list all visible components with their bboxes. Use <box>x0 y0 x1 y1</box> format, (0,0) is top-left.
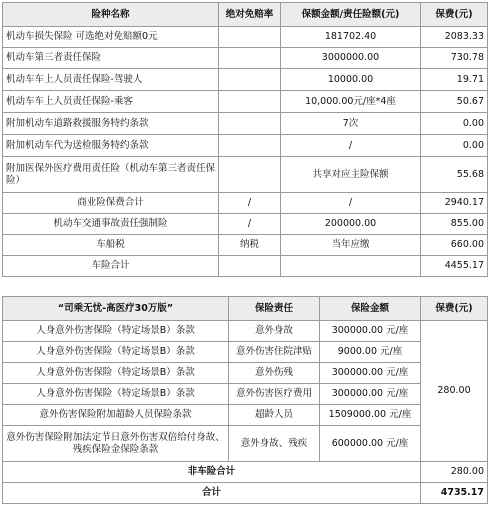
col-header-premium: 保费(元) <box>421 297 488 321</box>
liability: 意外伤害住院津贴 <box>229 342 320 363</box>
premium-value: 855.00 <box>421 214 488 235</box>
table-row <box>3 384 488 405</box>
table-row <box>3 214 488 235</box>
coverage-amount: / <box>281 135 421 157</box>
deductible-rate: / <box>219 193 281 214</box>
coverage-name: 机动车车上人员责任保险-驾驶人 <box>3 69 219 91</box>
premium-value: 2940.17 <box>421 193 488 214</box>
coverage-name: 机动车损失保险 可选绝对免赔额0元 <box>3 27 219 48</box>
table-header-row <box>3 3 488 27</box>
premium-value: 55.68 <box>421 157 488 193</box>
coverage-amount: 10000.00 <box>281 69 421 91</box>
deductible-rate <box>219 91 281 113</box>
clause-name: 人身意外伤害保险（特定场景B）条款 <box>3 321 229 342</box>
coverage-name: 附加医保外医疗费用责任险（机动车第三者责任保险） <box>3 157 219 193</box>
clause-name: 人身意外伤害保险（特定场景B）条款 <box>3 342 229 363</box>
table-header-row <box>3 297 488 321</box>
col-header-liability: 保险责任 <box>229 297 320 321</box>
deductible-rate: 纳税 <box>219 235 281 256</box>
table-row <box>3 405 488 426</box>
table-row <box>3 426 488 462</box>
deductible-rate <box>219 48 281 69</box>
premium-value: 0.00 <box>421 135 488 157</box>
liability: 意外伤残 <box>229 363 320 384</box>
table-row <box>3 113 488 135</box>
insured-amount: 300000.00 元/座 <box>320 321 421 342</box>
col-header-coverage: 险种名称 <box>3 3 219 27</box>
deductible-rate <box>219 256 281 277</box>
deductible-rate <box>219 157 281 193</box>
coverage-amount: 7次 <box>281 113 421 135</box>
col-header-amount: 保额金额/责任险额(元) <box>281 3 421 27</box>
premium-value: 50.67 <box>421 91 488 113</box>
coverage-name: 车船税 <box>3 235 219 256</box>
commercial-subtotal-label: 商业险保费合计 <box>3 193 219 214</box>
table-row <box>3 363 488 384</box>
table-row <box>3 69 488 91</box>
insured-amount: 300000.00 元/座 <box>320 363 421 384</box>
car-insurance-total-value: 4455.17 <box>421 256 488 277</box>
premium-value: 660.00 <box>421 235 488 256</box>
grand-total-row <box>3 483 488 504</box>
clause-name: 意外伤害保险附加超龄人员保险条款 <box>3 405 229 426</box>
deductible-rate <box>219 27 281 48</box>
insured-amount: 1509000.00 元/座 <box>320 405 421 426</box>
col-header-deductible: 绝对免赔率 <box>219 3 281 27</box>
grand-total-label: 合计 <box>3 483 421 504</box>
coverage-amount: 10,000.00元/座*4座 <box>281 91 421 113</box>
insured-amount: 300000.00 元/座 <box>320 384 421 405</box>
insured-amount: 600000.00 元/座 <box>320 426 421 462</box>
vehicle-insurance-table <box>2 2 488 277</box>
premium-value: 0.00 <box>421 113 488 135</box>
insured-amount: 9000.00 元/座 <box>320 342 421 363</box>
coverage-name: 机动车第三者责任保险 <box>3 48 219 69</box>
passenger-accident-insurance-table <box>2 296 488 504</box>
table-row <box>3 48 488 69</box>
table-row <box>3 256 488 277</box>
liability: 意外身故、残疾 <box>229 426 320 462</box>
liability: 意外伤害医疗费用 <box>229 384 320 405</box>
col-header-premium: 保费(元) <box>421 3 488 27</box>
coverage-name: 附加机动车道路救援服务特约条款 <box>3 113 219 135</box>
deductible-rate <box>219 69 281 91</box>
coverage-name: 附加机动车代为送检服务特约条款 <box>3 135 219 157</box>
table-row <box>3 342 488 363</box>
table-row <box>3 193 488 214</box>
table-row <box>3 91 488 113</box>
coverage-amount: 当年应缴 <box>281 235 421 256</box>
col-header-insured-amount: 保险金额 <box>320 297 421 321</box>
coverage-name: 机动车车上人员责任保险-乘客 <box>3 91 219 113</box>
premium-value: 730.78 <box>421 48 488 69</box>
merged-premium: 280.00 <box>421 321 488 462</box>
grand-total-value: 4735.17 <box>421 483 488 504</box>
table-row <box>3 27 488 48</box>
noncar-total-row <box>3 462 488 483</box>
table-row <box>3 321 488 342</box>
coverage-amount: / <box>281 193 421 214</box>
noncar-total-label: 非车险合计 <box>3 462 421 483</box>
coverage-amount: 200000.00 <box>281 214 421 235</box>
clause-name: 人身意外伤害保险（特定场景B）条款 <box>3 363 229 384</box>
liability: 意外身故 <box>229 321 320 342</box>
coverage-amount: 共享对应主险保额 <box>281 157 421 193</box>
coverage-name: 机动车交通事故责任强制险 <box>3 214 219 235</box>
clause-name: 意外伤害保险附加法定节日意外伤害双倍给付身故、残疾保险金保险条款 <box>3 426 229 462</box>
table-row <box>3 235 488 256</box>
coverage-amount: 181702.40 <box>281 27 421 48</box>
coverage-amount <box>281 256 421 277</box>
col-header-plan-name: “司乘无忧-高医疗30万版” <box>3 297 229 321</box>
deductible-rate: / <box>219 214 281 235</box>
coverage-amount: 3000000.00 <box>281 48 421 69</box>
noncar-total-value: 280.00 <box>421 462 488 483</box>
deductible-rate <box>219 135 281 157</box>
deductible-rate <box>219 113 281 135</box>
car-insurance-total-label: 车险合计 <box>3 256 219 277</box>
clause-name: 人身意外伤害保险（特定场景B）条款 <box>3 384 229 405</box>
premium-value: 2083.33 <box>421 27 488 48</box>
liability: 超龄人员 <box>229 405 320 426</box>
premium-value: 19.71 <box>421 69 488 91</box>
table-row <box>3 135 488 157</box>
table-row <box>3 157 488 193</box>
